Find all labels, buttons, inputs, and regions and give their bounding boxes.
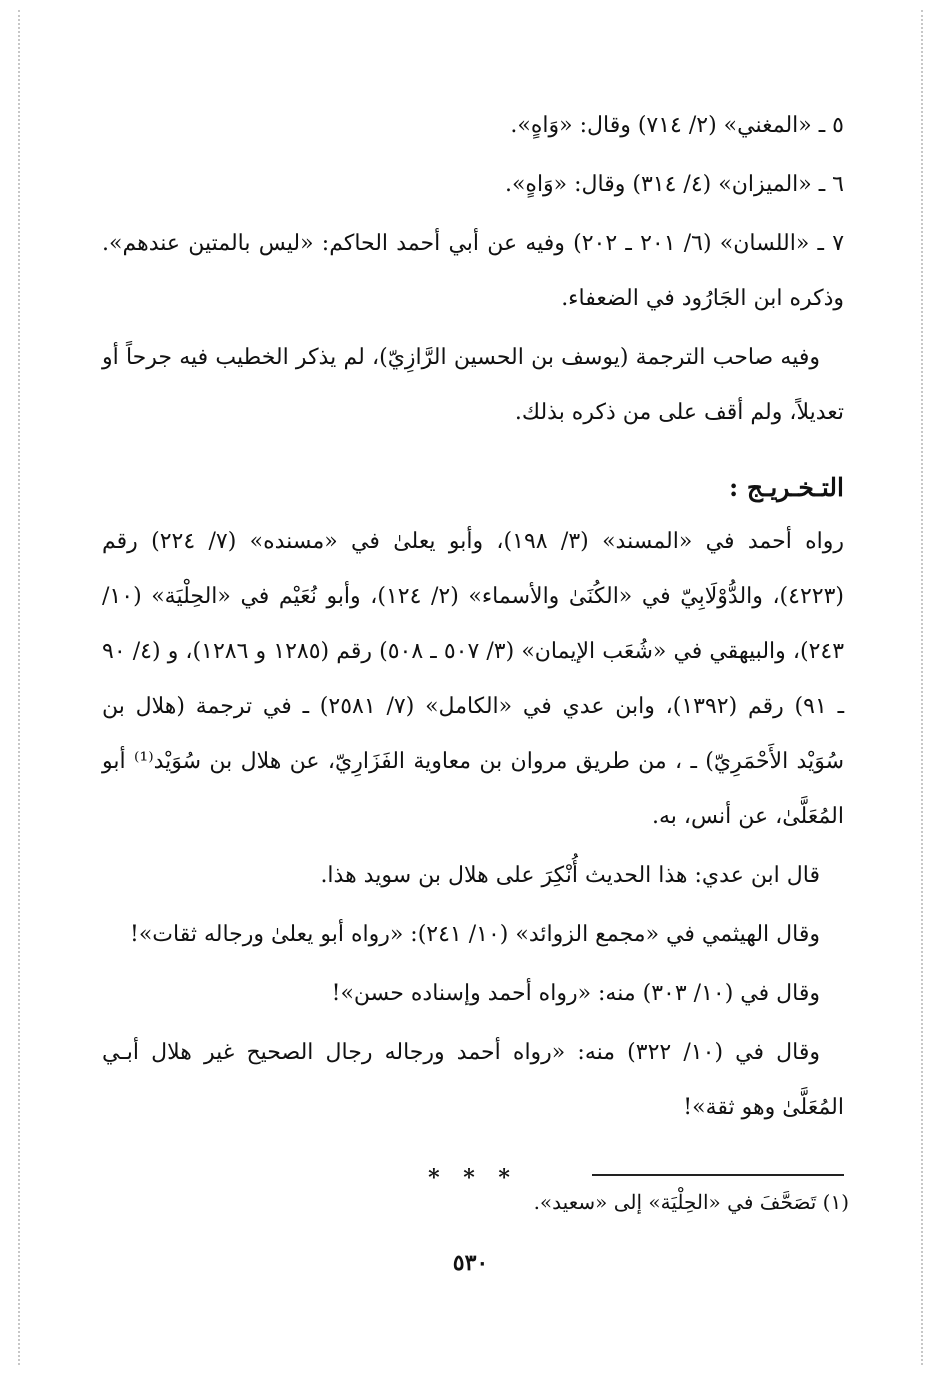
note-paragraph: وفيه صاحب الترجمة (يوسف بن الحسين الرَّازِيّ)، لم يذكر الخطيب فيه جرحاً أو تعديلاً، ولم أقف على من ذكره بذلك. [102,345,844,425]
page-number: ٥٣٠ [452,1250,489,1276]
entry-5: ٥ ـ «المغني» (٢/ ٧١٤) وقال: «وَاهٍ». [510,113,844,138]
takhrij-paragraph-4: وقال في (١٠/ ٣٠٣) منه: «رواه أحمد وإسناده حسن»! [331,981,820,1006]
takhrij-paragraph-5: وقال في (١٠/ ٣٢٢) منه: «رواه أحمد ورجاله رجال الصحيح غير هلال أبـي المُعَلَّىٰ وهو ثقة»! [102,1040,844,1120]
entry-7: ٧ ـ «اللسان» (٦/ ٢٠١ ـ ٢٠٢) وفيه عن أبي أحمد الحاكم: «ليس بالمتين عندهم». وذكره ابن الجَارُود في الضعفاء. [102,231,845,311]
takhrij-heading: التـخـريـج : [728,473,844,502]
section-separator: * * * [428,1165,518,1191]
takhrij-paragraph-3: وقال الهيثمي في «مجمع الزوائد» (١٠/ ٢٤١): «رواه أبو يعلىٰ ورجاله ثقات»! [130,922,820,947]
takhrij-paragraph-1: رواه أحمد في «المسند» (٣/ ١٩٨)، وأبو يعلىٰ في «مسنده» (٧/ ٢٢٤) رقم (٤٢٢٣)، والدُّوْلَابِيّ في «الكُنَىٰ والأسماء» (٢/ ١٢٤)، وأبو نُعَيْم في «الحِلْيَة» (١٠/ ٢٤٣)، والبيهقي في «شُعَب الإيمان» (٣/ ٥٠٧ ـ ٥٠٨) رقم (١٢٨٥ و ١٢٨٦)، و (٤/ ٩٠ ـ ٩١) رقم (١٣٩٢)، وابن عدي في «الكامل» (٧/ ٢٥٨١) ـ في ترجمة (هلال بن سُوَيْد الأَحْمَرِيّ) ـ ، من طريق مروان بن معاوية الفَزَارِيّ، عن هلال بن سُوَيْد⁽¹⁾ أبو المُعَلَّىٰ، عن أنس، به. [102,529,845,829]
entry-6: ٦ ـ «الميزان» (٤/ ٣١٤) وقال: «وَاهٍ». [504,172,844,197]
scan-edge-left [18,10,28,1365]
takhrij-paragraph-2: قال ابن عدي: هذا الحديث أُنْكِرَ على هلال بن سويد هذا. [320,863,820,888]
footnote: (١) تَصَحَّفَ في «الحِلْيَة» إلى «سعيد». [533,1190,849,1214]
scan-edge-right [913,10,923,1365]
footnote-rule [592,1174,844,1176]
page-body [102,98,844,1206]
